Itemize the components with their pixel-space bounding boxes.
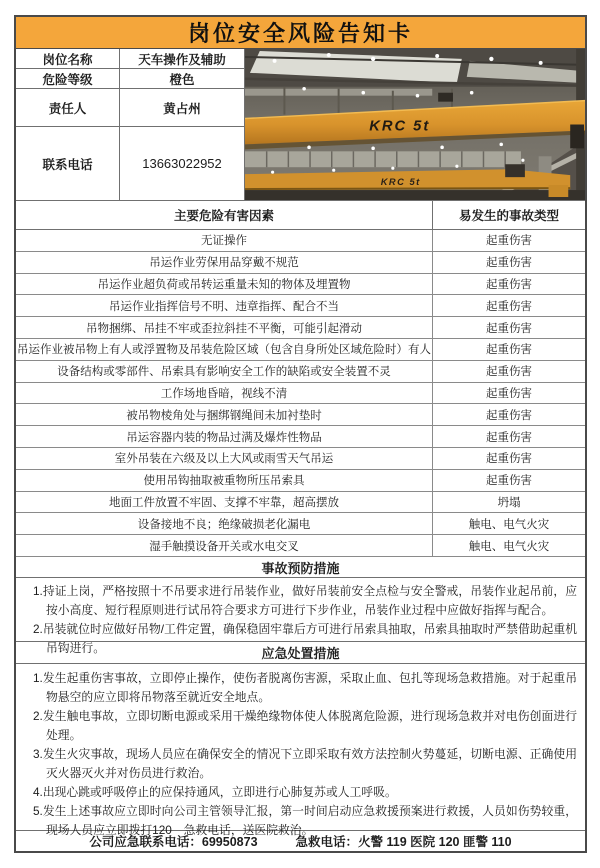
factory-crane-illustration [245,49,585,200]
hazard-accident-cell: 坍塌 [497,497,521,510]
hazard-factor-cell: 被吊物棱角处与捆绑钢绳间未加衬垫时 [16,404,433,425]
hazard-accident-cell: 起重伤害 [486,431,532,444]
hazard-accident-cell: 起重伤害 [486,453,532,466]
hazard-row [16,513,585,535]
company-emergency-phone: 公司应急联系电话：69950873 [89,834,258,849]
footer-phone-bar [16,831,585,851]
public-emergency-phones: 急救电话：火警 119 医院 120 匪警 110 [295,834,512,849]
info-label-risk-level: 危险等级 [16,69,120,89]
hazard-accident-cell: 起重伤害 [486,475,532,488]
hazard-factor-cell: 设备结构或零部件、吊索具有影响安全工作的缺陷或安全装置不灵 [16,361,433,382]
hazard-row [16,492,585,514]
hazard-factor-cell: 室外吊装在六级及以上大风或雨雪天气吊运 [16,448,433,469]
hazard-factor-cell: 地面工件放置不牢固、支撑不牢靠，超高摆放 [16,492,433,513]
hazard-row [16,252,585,274]
prevention-item: 2.吊装就位时应做好吊物/工件定置，确保稳固牢靠后方可进行吊索具抽取，吊索具抽取时严禁借助起重机吊钩进行。 [33,622,577,656]
info-value-job-name: 天车操作及辅助 [120,49,245,69]
hazard-factor-cell: 工作场地昏暗，视线不清 [16,383,433,404]
emergency-section-header: 应急处置措施 [16,642,585,663]
hazard-factor-cell: 吊运作业劳保用品穿戴不规范 [16,252,433,273]
card-title-bar [16,17,585,49]
prevention-section-header: 事故预防措施 [16,557,585,578]
hazards-col2-header: 易发生的事故类型 [458,209,559,224]
hazard-factor-cell: 吊运作业被吊物上有人或浮置物及吊装危险区域（包含自身所处区域危险时）有人 [16,339,433,360]
hazard-accident-cell: 起重伤害 [486,409,532,422]
hazard-factor-cell: 使用吊钩抽取被重物所压吊索具 [16,470,433,491]
hazards-col1-header: 主要危险有害因素 [16,201,433,229]
hazard-factor-cell: 无证操作 [16,230,433,251]
hazard-row [16,361,585,383]
hazard-accident-cell: 起重伤害 [486,322,532,335]
hazard-accident-cell: 触电、电气火灾 [468,540,550,553]
page-title: 岗位安全风险告知卡 [187,21,413,46]
hazard-row [16,339,585,361]
hazard-factor-cell: 设备接地不良；绝缘破损老化漏电 [16,513,433,534]
hazard-factor-cell: 吊物捆绑、吊挂不牢或歪拉斜挂不平衡，可能引起滑动 [16,317,433,338]
emergency-item: 4.出现心跳或呼吸停止的应保持通风，立即进行心肺复苏或人工呼吸。 [33,784,397,799]
job-info-table [16,49,585,201]
hazard-factor-cell: 吊运容器内装的物品过满及爆炸性物品 [16,426,433,447]
hazard-accident-cell: 起重伤害 [486,300,532,313]
hazard-row [16,383,585,405]
hazard-accident-cell: 起重伤害 [486,279,532,292]
hazard-row [16,230,585,252]
hazard-accident-cell: 起重伤害 [486,257,532,270]
emergency-section-body [16,664,585,837]
emergency-item: 1.发生起重伤害事故，立即停止操作，使伤者脱离伤害源，采取止血、包扎等现场急救措施。对于起重吊物悬空的应立即将吊物落至就近安全地点。 [33,670,577,704]
hazard-accident-cell: 起重伤害 [486,366,532,379]
hazard-accident-cell: 起重伤害 [486,388,532,401]
hazard-factor-cell: 吊运作业超负荷或吊转运重量未知的物体及埋置物 [16,274,433,295]
emergency-item: 2.发生触电事故，立即切断电源或采用干燥绝缘物体使人体脱离危险源，进行现场急救并对电伤创面进行处理。 [33,708,577,742]
hazard-accident-cell: 起重伤害 [486,235,532,248]
emergency-item: 5.发生上述事故应立即时向公司主管领导汇报，第一时间启动应急救援预案进行救援，人员如伤势较重，现场人员应立即拨打120 急救电话，送医院救治。 [33,803,577,837]
crane-label-top: KRC 5t [369,118,431,135]
hazards-table [16,230,585,557]
info-value-risk-level: 橙色 [120,69,245,89]
hazard-row [16,470,585,492]
hazards-table-header [16,201,585,230]
info-label-job-name: 岗位名称 [16,49,120,69]
info-value-phone: 13663022952 [120,127,245,201]
hazard-factor-cell: 吊运作业指挥信号不明、违章指挥、配合不当 [16,295,433,316]
hazard-row [16,426,585,448]
hazard-row [16,535,585,557]
crane-photo [245,49,585,201]
hazard-accident-cell: 触电、电气火灾 [468,518,550,531]
hazard-row [16,317,585,339]
prevention-item: 1.持证上岗，严格按照十不吊要求进行吊装作业，做好吊装前安全点检与安全警戒，吊装作业起吊前，应按小高度、短行程原则进行试吊符合要求方可进行下步作业，吊装作业过程中应做好指挥与配合。 [33,584,577,618]
info-label-responsible: 责任人 [16,89,120,127]
info-value-responsible: 黄占州 [120,89,245,127]
info-label-phone: 联系电话 [16,127,120,201]
crane-label-bottom: KRC 5t [380,176,421,188]
emergency-item: 3.发生火灾事故，现场人员应在确保安全的情况下立即采取有效方法控制火势蔓延，切断电源、正确使用灭火器灭火并对伤员进行救治。 [33,746,577,780]
hazard-row [16,448,585,470]
hazard-accident-cell: 起重伤害 [486,344,532,357]
hazard-factor-cell: 湿手触摸设备开关或水电交叉 [16,535,433,556]
safety-risk-card [14,15,587,853]
hazard-row [16,274,585,296]
hazard-row [16,295,585,317]
hazard-row [16,404,585,426]
